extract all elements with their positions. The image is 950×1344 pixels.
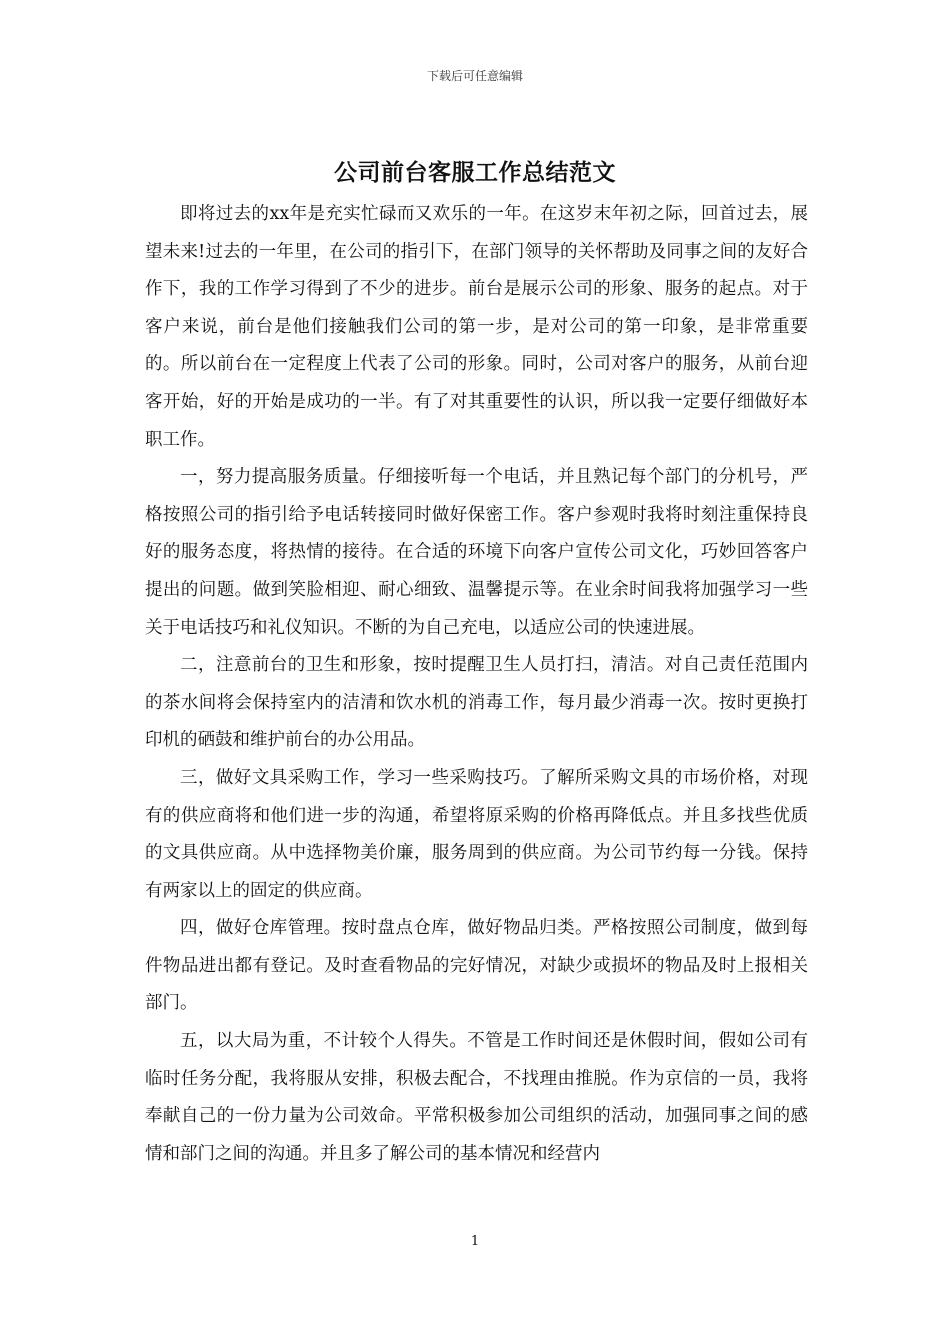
page-number: 1 bbox=[470, 1234, 480, 1249]
paragraph-item-1: 一，努力提高服务质量。仔细接听每一个电话，并且熟记每个部门的分机号，严格按照公司的指引给予电话转接同时做好保密工作。客户参观时我将时刻注重保持良好的服务态度，将热情的接待。在合适的环境下向客户宣传公司文化，巧妙回答客户提出的问题。做到笑脸相迎、耐心细致、温馨提示等。在业余时间我将加强学习一些关于电话技巧和礼仪知识。不断的为自己充电，以适应公司的快速进展。 bbox=[145, 467, 808, 638]
paragraph-item-5: 五，以大局为重，不计较个人得失。不管是工作时间还是休假时间，假如公司有临时任务分配，我将服从安排，积极去配合，不找理由推脱。作为京信的一员，我将奉献自己的一份力量为公司效命。平常积极参加公司组织的活动，加强同事之间的感情和部门之间的沟通。并且多了解公司的基本情况和经营内 bbox=[145, 1031, 808, 1164]
document-title: 公司前台客服工作总结范文 bbox=[334, 159, 616, 186]
paragraph-intro: 即将过去的xx年是充实忙碌而又欢乐的一年。在这岁末年初之际，回首过去，展望未来!过去的一年里，在公司的指引下，在部门领导的关怀帮助及同事之间的友好合作下，我的工作学习得到了不少的进步。前台是展示公司的形象、服务的起点。对于客户来说，前台是他们接触我们公司的第一步，是对公司的第一印象，是非常重要的。所以前台在一定程度上代表了公司的形象。同时，公司对客户的服务，从前台迎客开始，好的开始是成功的一半。有了对其重要性的认识，所以我一定要仔细做好本职工作。 bbox=[145, 204, 808, 450]
paragraph-item-4: 四，做好仓库管理。按时盘点仓库，做好物品归类。严格按照公司制度，做到每件物品进出都有登记。及时查看物品的完好情况，对缺少或损坏的物品及时上报相关部门。 bbox=[145, 918, 808, 1014]
paragraph-item-3: 三，做好文具采购工作，学习一些采购技巧。了解所采购文具的市场价格，对现有的供应商将和他们进一步的沟通，希望将原采购的价格再降低点。并且多找些优质的文具供应商。从中选择物美价廉，服务周到的供应商。为公司节约每一分钱。保持有两家以上的固定的供应商。 bbox=[145, 767, 808, 901]
document-body bbox=[145, 196, 808, 1173]
header-note: 下载后可任意编辑 bbox=[426, 69, 523, 83]
paragraph-item-2: 二，注意前台的卫生和形象，按时提醒卫生人员打扫，清洁。对自己责任范围内的茶水间将会保持室内的洁清和饮水机的消毒工作，每月最少消毒一次。按时更换打印机的硒鼓和维护前台的办公用品。 bbox=[145, 655, 808, 751]
